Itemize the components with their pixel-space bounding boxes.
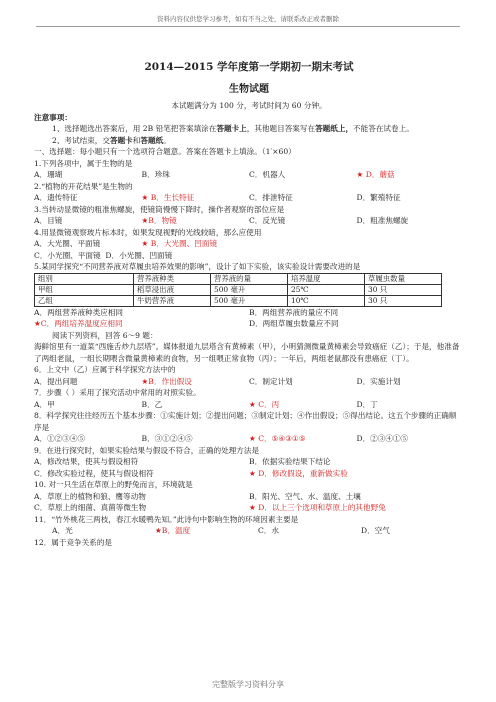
q2-option-b: ★ B．生长特征	[141, 193, 195, 202]
question-4-stem: 4.用显微镜观察玻片标本时，如果发现视野的光线较暗，那么应使用	[34, 227, 262, 237]
question-7-stem: 7．步骤（ ）采用了探究活动中常用的对照实验。	[34, 388, 201, 397]
table-cell: 500 毫升	[211, 295, 288, 306]
q7-option-b: B．乙	[141, 399, 163, 409]
exam-content	[34, 60, 464, 548]
exam-title: 2014—2015 学年度第一学期初一期末考试	[144, 61, 354, 73]
note-1: 1、选择题选出答案后，用 2B 铅笔把答案填涂在答题卡上，其他题目答案写在答题纸上，不能答在试卷上。	[52, 124, 414, 133]
question-5-options-row-2	[34, 318, 464, 330]
q3-option-b: ★B．物镜	[141, 216, 177, 225]
header-note: 资料内容仅供您学习参考，如有不当之处，请联系改正或者删除	[157, 15, 339, 23]
q5-option-b: B．两组营养液的量应不同	[249, 307, 339, 317]
table-cell: 组别	[35, 273, 134, 284]
q10-option-d: ★ D．以上三个选项和草原上的其他野兔	[249, 503, 386, 512]
passage-text: 海鲜馆里有一道菜“西施舌炒九层塔”。媒体报道九层塔含有黄樟素（甲），小明猜测微量黄樟素会导致癌症（乙）；于是，他准备了两组老鼠，一组长期喂含微量黄樟素的食物，另一组喂正常食物（丙）；一年后，两组老鼠都没有患癌症（丁）。	[34, 342, 460, 363]
q8-option-a: A．①②③④⑤	[34, 434, 86, 443]
table-row	[35, 273, 442, 284]
q4-option-c: C．小光圈、平面镜	[34, 250, 101, 260]
q3-option-d: D．粗准焦螺旋	[356, 216, 409, 225]
question-10-stem: 10. 对一只生活在草原上的野兔而言，环境就是	[34, 480, 193, 489]
table-cell: 30 只	[365, 284, 442, 295]
question-4-options-row-1	[34, 238, 464, 250]
q2-option-a: A．遗传特征	[34, 193, 78, 202]
exam-info: 本试题满分为 100 分，考试时间为 60 分钟。	[171, 101, 327, 110]
table-row	[35, 284, 442, 295]
question-5-stem: 5.某同学探究“不同营养液对草履虫培养效果的影响”，设计了如下实验，该实验设计需要改进的是	[34, 262, 361, 271]
question-6-options	[34, 376, 464, 388]
question-1-stem: 1.下列各项中，属于生物的是	[34, 158, 133, 168]
table-cell: 营养液种类	[134, 273, 211, 284]
q3-option-a: A．目镜	[34, 216, 63, 225]
question-4-options-row-2	[34, 250, 464, 262]
q7-option-d: D．丁	[356, 399, 378, 409]
table-cell: 营养液的量	[211, 273, 288, 284]
table-cell: 稻草浸出液	[134, 284, 211, 295]
question-3-options	[34, 215, 464, 227]
table-cell: 乙组	[35, 295, 134, 306]
table-cell: 500 毫升	[211, 284, 288, 295]
q6-option-b: ★B．作出假设	[141, 376, 192, 386]
q1-option-a: A．珊瑚	[34, 170, 63, 179]
question-1-options	[34, 169, 464, 181]
q11-option-a: A．光	[52, 526, 73, 535]
question-9-stem: 9．在进行探究时，如果实验结果与假设不符合，正确的处理方法是	[34, 445, 260, 455]
note-2: 2、考试结束，交答题卡和答题纸。	[52, 135, 171, 145]
experiment-table	[34, 273, 442, 307]
q6-option-a: A．提出问题	[34, 376, 78, 386]
q1-option-d: ★ D．蘑菇	[356, 170, 395, 179]
notes-title: 注意事项：	[34, 112, 72, 122]
q11-option-d: D．空气	[361, 526, 390, 535]
section-1-heading: 一、选择题：每小题只有一个选项符合题意。答案在答题卡上填涂。（1′×60）	[34, 147, 296, 156]
q10-option-c: C．草原上的细菌、真菌等微生物	[34, 503, 147, 512]
question-5-options-row-1	[34, 307, 464, 319]
q9-option-d: ★ D．修改假设，重新做实验	[249, 468, 348, 478]
q2-option-d: D．繁殖特征	[356, 193, 401, 202]
q9-option-b: B．依据实验结果下结论	[249, 457, 331, 466]
q4-option-b: ★ B．大光圈、凹面镜	[141, 239, 218, 248]
q2-option-c: C．排泄特征	[249, 193, 293, 202]
q10-option-a: A．草原上的植物和狼、鹰等动物	[34, 491, 146, 501]
q8-option-b: B．③①②④⑤	[141, 434, 193, 443]
table-cell: 甲组	[35, 284, 134, 295]
question-10-options-row-2	[34, 502, 464, 514]
q4-option-d: D．小光圈、凹面镜	[105, 250, 173, 260]
question-7-options	[34, 399, 464, 411]
q5-option-d: D．两组草履虫数量应不同	[249, 319, 339, 328]
q3-option-c: C．反光镜	[249, 216, 286, 225]
question-3-stem: 3.当转动显微镜的粗准焦螺旋，使镜筒慢慢下降时，操作者观察的部位应是	[34, 204, 285, 214]
question-6-stem: 6．上文中（乙）应属于科学探究方法中的	[34, 365, 176, 374]
table-row	[35, 295, 442, 306]
table-cell: 培养温度	[288, 273, 365, 284]
q11-option-b: ★B．温度	[155, 526, 191, 535]
q6-option-c: C．制定计划	[249, 376, 293, 386]
exam-subtitle: 生物试题	[229, 84, 269, 95]
table-cell: 25℃	[288, 284, 365, 295]
q9-option-a: A．修改结果，使其与假设相符	[34, 457, 139, 466]
question-11-stem: 11．“竹外桃花三两枝，春江水暖鸭先知。”此诗句中影响生物的环境因素主要是	[34, 514, 299, 524]
q7-option-c: ★ C．丙	[249, 399, 280, 409]
passage-intro: 阅读下列资料，回答 6～9 题：	[52, 330, 158, 340]
q4-option-a: A．大光圈、平面镜	[34, 239, 101, 248]
q11-option-c: C．水	[258, 526, 279, 535]
question-2-options	[34, 192, 464, 204]
question-8-options	[34, 433, 464, 445]
q8-option-c: ★ C．⑤④③①⑤	[249, 434, 306, 443]
question-9-options-row-2	[34, 468, 464, 480]
question-2-stem: 2.“植物的开花结果”是生物的	[34, 181, 133, 191]
q6-option-d: D．实施计划	[356, 376, 401, 386]
q10-option-b: B．阳光、空气、水、温度、土壤	[249, 491, 361, 501]
question-10-options-row-1	[34, 491, 464, 503]
q5-option-a: A．两组营养液种类应相同	[34, 307, 124, 317]
question-11-options	[34, 525, 464, 537]
table-cell: 牛奶营养液	[134, 295, 211, 306]
question-9-options-row-1	[34, 456, 464, 468]
q9-option-c: C．修改实验过程，使其与假设相符	[34, 468, 154, 478]
q1-option-b: B．珍珠	[141, 170, 170, 179]
question-8-stem: 8．科学探究往往经历五个基本步骤：①实施计划；②提出问题；③制定计划；④作出假设；⑤得出结论。这五个步骤的正确顺序是	[34, 411, 457, 432]
header-rule	[36, 26, 460, 27]
footer-note: 完整版学习资料分享	[212, 680, 284, 689]
table-cell: 草履虫数量	[365, 273, 442, 284]
q5-option-c: ★C．两组培养温度应相同	[34, 319, 123, 328]
table-cell: 10℃	[288, 295, 365, 306]
question-12-stem: 12．属于竞争关系的是	[34, 537, 113, 547]
table-cell: 30 只	[365, 295, 442, 306]
q1-option-c: C．机器人	[249, 170, 286, 179]
q7-option-a: A．甲	[34, 399, 55, 409]
q8-option-d: D．②③④①⑤	[356, 434, 409, 443]
